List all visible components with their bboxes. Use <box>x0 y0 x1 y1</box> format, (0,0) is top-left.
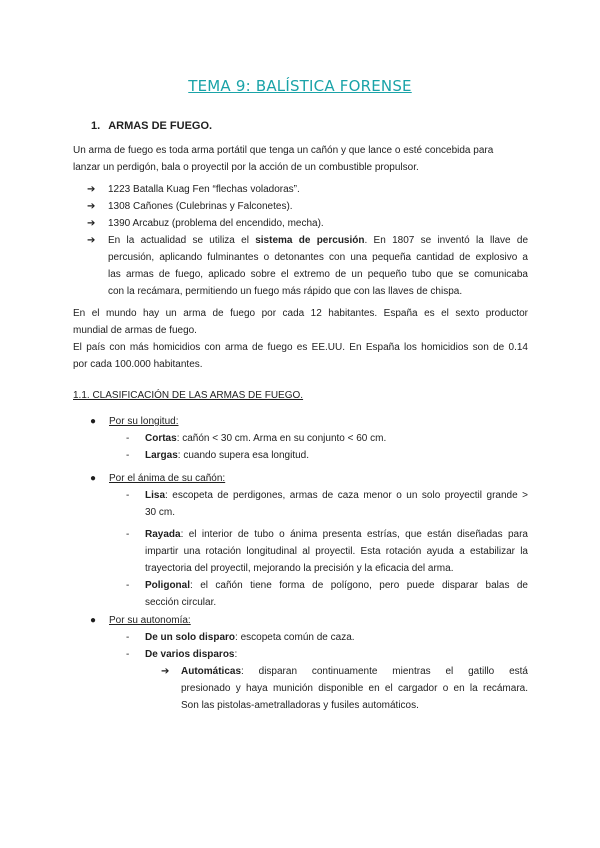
dash-bullet-icon: - <box>126 490 130 501</box>
list-item: ➔ En la actualidad se utiliza el sistema de percusión. En 1807 se inventó la llave de percusión, aplicando fulminantes o detonantes con una pequeña cantidad de explosivo a las armas de fuego, aplicado sobre el extremo de un pequeño tubo que se comunicaba con la recámara, permitiendo un fuego más rápido que con las llaves de chispa. <box>87 232 528 300</box>
dash-bullet-icon: - <box>126 450 130 461</box>
group-autonomia <box>88 612 528 714</box>
intro-line: lanzar un perdigón, bala o proyectil por la acción de un combustible propulsor. <box>73 162 419 173</box>
section-1-heading <box>91 120 212 132</box>
list-item: - De un solo disparo: escopeta común de caza. <box>88 629 528 646</box>
bullet-dot-icon: ● <box>90 615 97 626</box>
dash-bullet-icon: - <box>126 580 130 591</box>
dash-bullet-icon: - <box>126 529 130 540</box>
list-item: - Largas: cuando supera esa longitud. <box>88 447 528 464</box>
arrow-bullet-icon: ➔ <box>87 235 96 246</box>
group-anima <box>88 470 528 611</box>
list-item: ➔ 1390 Arcabuz (problema del encendido, mecha). <box>87 215 528 232</box>
section-number: 1. <box>91 120 101 132</box>
group-longitud <box>88 413 528 464</box>
bullet-dot-icon: ● <box>90 416 97 427</box>
dash-bullet-icon: - <box>126 632 130 643</box>
arrow-bullet-icon: ➔ <box>87 184 96 195</box>
section-1-1-heading: 1.1. CLASIFICACIÓN DE LAS ARMAS DE FUEGO. <box>73 390 304 401</box>
list-item: - De varios disparos: <box>88 646 528 663</box>
page-title: TEMA 9: BALÍSTICA FORENSE <box>188 77 412 95</box>
arrow-bullet-icon: ➔ <box>87 201 96 212</box>
list-item: ➔ 1223 Batalla Kuag Fen “flechas voladoras”. <box>87 181 528 198</box>
list-item: - Poligonal: el cañón tiene forma de polígono, pero puede disparar balas de sección circular. <box>88 577 528 611</box>
list-item: - Lisa: escopeta de perdigones, armas de caza menor o un solo proyectil grande > 30 cm. <box>88 487 528 521</box>
list-item: - Rayada: el interior de tubo o ánima presenta estrías, que están diseñadas para impartir una rotación longitudinal al proyectil. Esta rotación ayuda a estabilizar la trayectoria del proyectil, mejorando la precisión y la eficacia del arma. <box>88 526 528 577</box>
section-title: ARMAS DE FUEGO. <box>108 120 213 132</box>
history-list <box>87 181 528 300</box>
list-item: ➔ Automáticas: disparan continuamente mientras el gatillo está presionado y haya munición disponible en el cargador o en la recámara. Son las pistolas-ametralladoras y fusiles automáticos. <box>88 663 528 714</box>
arrow-bullet-icon: ➔ <box>87 218 96 229</box>
arrow-bullet-icon: ➔ <box>161 666 170 677</box>
intro-paragraph <box>73 142 528 176</box>
group-heading: ● Por su longitud: <box>88 413 528 430</box>
group-heading: ● Por su autonomía: <box>88 612 528 629</box>
dash-bullet-icon: - <box>126 649 130 660</box>
list-item: - Cortas: cañón < 30 cm. Arma en su conjunto < 60 cm. <box>88 430 528 447</box>
intro-line: Un arma de fuego es toda arma portátil que tenga un cañón y que lance o esté concebida para <box>73 145 494 156</box>
stats-paragraph: En el mundo hay un arma de fuego por cada 12 habitantes. España es el sexto productor mundial de armas de fuego. El país con más homicidios con arma de fuego es EE.UU. En España los homicidios son de 0.14 por cada 100.000 habitantes. <box>73 308 528 370</box>
group-heading: ● Por el ánima de su cañón: <box>88 470 528 487</box>
list-item: ➔ 1308 Cañones (Culebrinas y Falconetes). <box>87 198 528 215</box>
dash-bullet-icon: - <box>126 433 130 444</box>
bullet-dot-icon: ● <box>90 473 97 484</box>
